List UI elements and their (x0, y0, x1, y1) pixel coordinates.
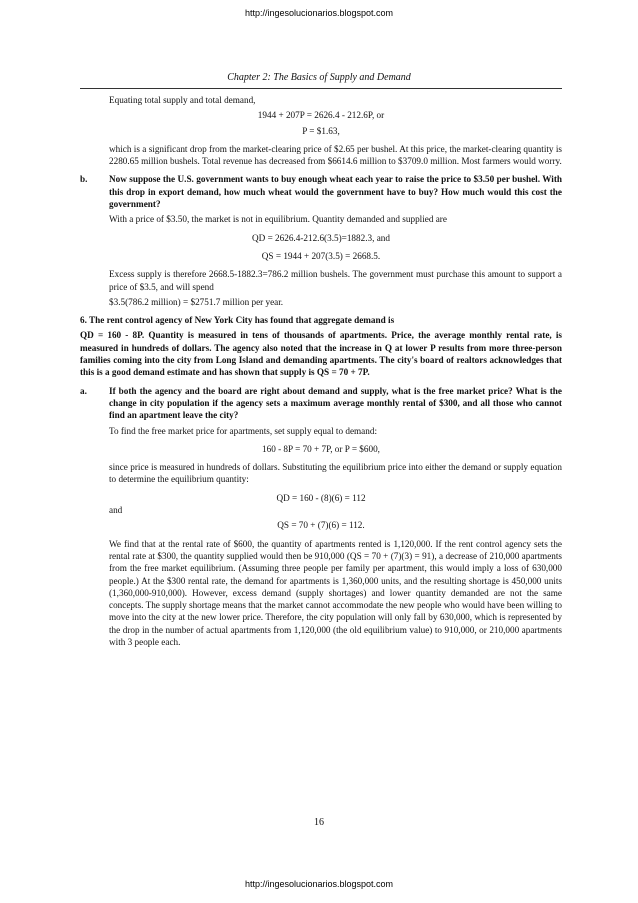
text-line: and (109, 505, 123, 516)
question-text: If both the agency and the board are right about demand and supply, what is the free market price? What is the change in city population if the agency sets a maximum average monthly rental of $300, and all those who cannot find an apartment leave the city? (109, 385, 562, 421)
header-url: http://ingesolucionarios.blogspot.com (244, 8, 394, 18)
question-a (80, 385, 562, 422)
question-label: a. (80, 385, 87, 396)
paragraph: since price is measured in hundreds of dollars. Substituting the equilibrium price into either the demand or supply equation to determine the equilibrium quantity: (109, 462, 562, 485)
paragraph: With a price of $3.50, the market is not in equilibrium. Quantity demanded and supplied are (109, 214, 447, 225)
question-label: b. (80, 174, 88, 185)
paragraph: Excess supply is therefore 2668.5-1882.3=786.2 million bushels. The government must purchase this amount to support a price of $3.5, and will spend (109, 269, 562, 292)
equation: P = $1.63, (302, 125, 340, 136)
text-line: Equating total supply and total demand, (109, 95, 256, 105)
chapter-title: Chapter 2: The Basics of Supply and Demand (227, 72, 411, 83)
equation: QD = 160 - (8)(6) = 112 (276, 492, 366, 503)
question-b (80, 173, 562, 210)
equation: 1944 + 207P = 2626.4 - 212.6P, or (257, 110, 385, 121)
question-6-title: 6. The rent control agency of New York City has found that aggregate demand is (80, 315, 395, 326)
paragraph: which is a significant drop from the market-clearing price of $2.65 per bushel. At this price, the market-clearing quantity is 2280.65 million bushels. Total revenue has decreased from $6614.6 million to $3709.0 million. Most farmers would worry. (109, 143, 562, 167)
text-line: $3.5(786.2 million) = $2751.7 million per year. (109, 296, 284, 307)
page-body (80, 94, 562, 648)
page-number: 16 (314, 817, 324, 828)
question-text: Now suppose the U.S. government wants to buy enough wheat each year to raise the price to $3.50 per bushel. With this drop in export demand, how much wheat would the government have to buy? How much would this cost the government? (109, 174, 562, 210)
footer-url: http://ingesolucionarios.blogspot.com (244, 879, 394, 889)
header-rule (80, 88, 562, 89)
paragraph: We find that at the rental rate of $600, the quantity of apartments rented is 1,120,000. If the rent control agency sets the rental rate at $300, the quantity supplied would then be 910,000 (QS = 70 + (7)(3) = 91), a decrease of 210,000 apartments from the free market equilibrium. (Assuming three people per family per apartment, this would imply a loss of 630,000 people.) At the $300 rental rate, the demand for apartments is 1,360,000 units, and the resulting shortage is 450,000 units (1,360,000-910,000). However, excess demand (supply shortages) and lower quantity demanded are not the same concepts. The supply shortage means that the market cannot accommodate the new people who would have been willing to move into the city at the new lower price. Therefore, the city population will only fall by 630,000, which is represented by the drop in the number of actual apartments from 1,120,000 (the old equilibrium value) to 910,000, or 210,000 apartments with 3 people each. (109, 538, 562, 647)
equation: QS = 1944 + 207(3.5) = 2668.5. (261, 250, 381, 261)
equation: 160 - 8P = 70 + 7P, or P = $600, (262, 443, 380, 454)
equation: QD = 2626.4-212.6(3.5)=1882.3, and (252, 232, 390, 243)
equation: QS = 70 + (7)(6) = 112. (277, 520, 365, 531)
question-6-body: QD = 160 - 8P. Quantity is measured in tens of thousands of apartments. Price, the average monthly rental rate, is measured in hundreds of dollars. The agency also noted that the increase in Q at lower P results from more three-person families coming into the city from Long Island and demanding apartments. The city's board of realtors acknowledges that this is a good demand estimate and has shown that supply is QS = 70 + 7P. (80, 330, 562, 378)
text-line: To find the free market price for apartments, set supply equal to demand: (109, 425, 377, 436)
